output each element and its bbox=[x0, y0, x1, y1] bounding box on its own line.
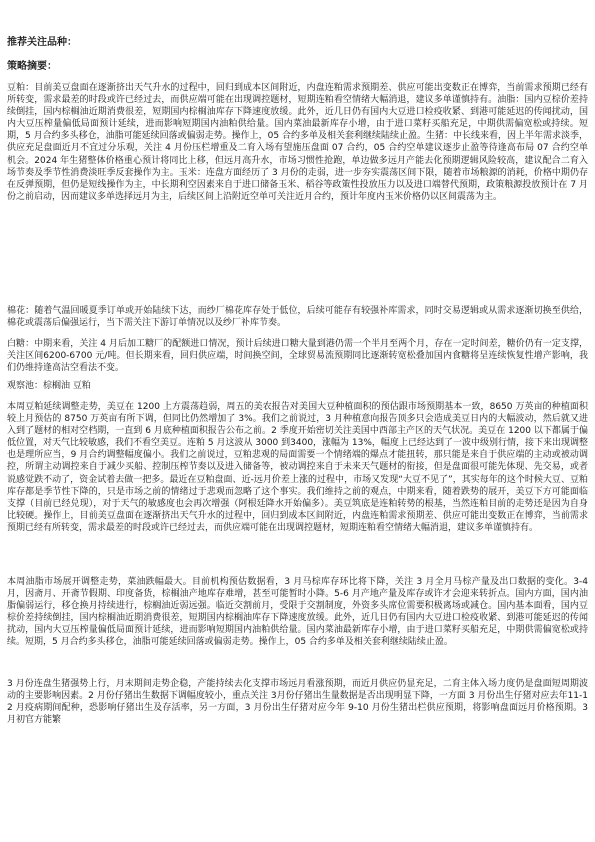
observation-pool-label: 观察池：棕榈油 豆粕 bbox=[7, 381, 91, 391]
strategy-title: 策略摘要： bbox=[7, 61, 57, 72]
paragraph-oils-detail: 本周油脂市场展开调整走势，菜油跌幅最大。目前机构预估数据看，3 月马棕库存环比将下降，关注 3 月全月马棕产量及出口数据的变化。3-4 月，因斋月、开斋节假期、印度备货，棕榈油产地库存难增，甚至可能暂时小降。5-6 月产地产量及库存或许才会迎来转折点。国内方面，国内油脂偏弱运行，移仓换月持续进行，棕榈油近弱远强。临近交割前月，受限于交割制度，外资多头席位需要积极离场或减仓。国内基本面看，国内豆棕价差持续倒挂，国内棕榈油近期消费很差，短期国内棕榈油库存下降速度放缓。此外，近几日仍有国内大豆进口检疫收紧、到港可能延迟的传闻扰动，国内大豆压榨量偏低局面预计延续，进而影响短期国内油粕供给量。国内菜油最新库存小增，由于进口菜籽买船充足，中期供需偏宽松或持续。短期，5 月合约多头移仓，油脂可能延续回落或偏弱走势。操作上，05 合约多单及相关套利继续陆续止盈。 bbox=[7, 577, 588, 648]
paragraph-hog-detail: 3 月份连盘生猪强势上行，月末期间走势企稳，产能持续去化支撑市场远月看涨预期，而近月供应仍显充足，二育主体入场力度仍是盘面短周期波动的主要影响因素。2 月份仔猪出生数据下调幅度较小，重点关注 3月份仔猪出生量数据是否出现明显下降，一方面 3 月份出生仔猪对应去年11-12 月疫病期间配种，恐影响仔猪出生及存活率，另一方面，3 月份出生仔猪对应今年 9-10 月份生猪出栏供应预期，将影响盘面远月价格预期。3 月初官方能繁 bbox=[7, 679, 588, 726]
paragraph-soymeal-oils-hogs-corn: 豆粕：目前美豆盘面在逐渐挤出天气升水的过程中，回归到成本区间附近，内盘连粕需求预期差、供应可能出变数正在博弈，当前需求预期已经有所转变，需求最差的时段或许已经过去，而供应端可能在出现调控题材，短期连粕看空情绪大幅消退，建议多单谨慎持有。油脂：国内豆棕价差持续倒挂，国内棕榈油近期消费很差，短期国内棕榈油库存下降速度放缓。此外，近几日仍有国内大豆进口检疫收紧、到港可能延迟的传闻扰动，国内大豆压榨量偏低局面预计延续，进而影响短期国内油粕供给量。国内菜油最新库存小增，由于进口菜籽买船充足，中期供需偏宽松或持续。短期，5 月合约多头移仓，油脂可能延续回落或偏弱走势。操作上，05 合约多单及相关套利继续陆续止盈。生猪：中长线来看，因上半年需求淡季，供应充足盘面近月不宜过分乐观，关注 4 月份压栏增重及二育入场有望施压盘面 07 合约，05 合约空单建议逐步止盈等待逢高布局 07 合约空单机会。2024 年生猪整体价格重心预计将同比上移，但远月高升水，市场习惯性抢跑，单边做多远月产能去化预期逻辑风险较高，建议配合二育入场节奏及季节性消费淡旺季反套操作为主。玉米：连盘方面经历了 3 月份的走弱，进一步夯实震荡区间下限，随着市场粮源的消耗，价格中期仍存在反弹预期，但仍是短线操作为主，中长期利空因素来自于进口储备玉米、稻谷等政策性投放压力以及进口端替代预期，政策粮源投放预计在 7 月份之前启动，因而建议多单选择远月为主，后续区间上沿附近空单可关注近月合约，预计年度内玉米价格仍以区间震荡为主。 bbox=[7, 83, 588, 202]
paragraph-cotton: 棉花：随着气温回暖夏季订单或开始陆续下达，而纱厂棉花库存处于低位，后续可能存有较强补库需求，同时交易逻辑或从需求逐渐切换至供给，棉花或震荡后偏强运行，当下需关注下游订单情况以及纱厂补库节奏。 bbox=[7, 306, 588, 329]
paragraph-soymeal-detail: 本周豆粕延续调整走势，美豆在 1200 上方震荡趋弱，周五的美农报告对美国大豆种植面积的预估跟市场预期基本一致，8650 万英亩的种植面积较上月预估的 8750 万英亩有所下调，但同比仍然增加了 3%。我们之前说过，3 月种植意向报告顶多只会造成美豆日内的大幅波动，然后就又进入到了题材的相对空档期，一直到 6 月底种植面积报告公布之前。2 季度开始密切关注美国中西部主产区的天气状况。美豆在 1200 以下都属于偏低位置，对天气比较敏感，我们不看空美豆。连粕 5 月这波从 3000 到3400，涨幅为 13%，幅度上已经达到了一波中级别行情，接下来出现调整也是理所应当，9 月合约调整幅度偏小。我们之前说过，豆粕悲观的局面需要一个情绪端的爆点才能扭转，那只能是来自于供应端的主动或被动调控，所谓主动调控来自于减少买船、控制压榨节奏以及进入储备等，被动调控来自于未来天气题材的衔接，但是盘面很可能先体现、先交易，或者说感觉跌不动了，资金试着去做一把多。最近在豆粕盘面、近-远月价差上涨的过程中，市场又发现“大豆不见了”，其实每年的这个时候大豆、豆粕库存都是季节性下降的，只是市场之前的情绪过于悲观而忽略了这个事实。我们维持之前的观点，中期来看，随着跌势的展开，美豆下方可能面临支撑（目前已经兑现），对于天气的敏感度也会再次增强（阿根廷降水开始偏多）。美豆筑底是连粕转势的根基，当然连粕目前的走势还是因为自身比较硬。操作上，目前美豆盘面在逐渐挤出天气升水的过程中，回归到成本区间附近，内盘连粕需求预期差、供应可能出变数正在博弈，当前需求预期已经有所转变，需求最差的时段或许已经过去，而供应端可能在出现调控题材，短期连粕看空情绪大幅消退，建议多单谨慎持有。 bbox=[7, 402, 588, 533]
paragraph-white-sugar: 白糖：中期来看，关注 4 月后加工糖厂的配额进口情况，预计后续进口糖大量到港仍需一个半月至两个月，存在一定时间差，糖价仍有一定支撑，关注区间6200-6700 元/吨。但长期来看，回归供应端，时间换空间，全球贸易流预期同比逐渐转宽松叠加国内食糖将呈连续恢复性增产影响，我们仍维持逢高沽空看法不变。 bbox=[7, 339, 588, 374]
recommend-title: 推荐关注品种： bbox=[7, 37, 77, 48]
